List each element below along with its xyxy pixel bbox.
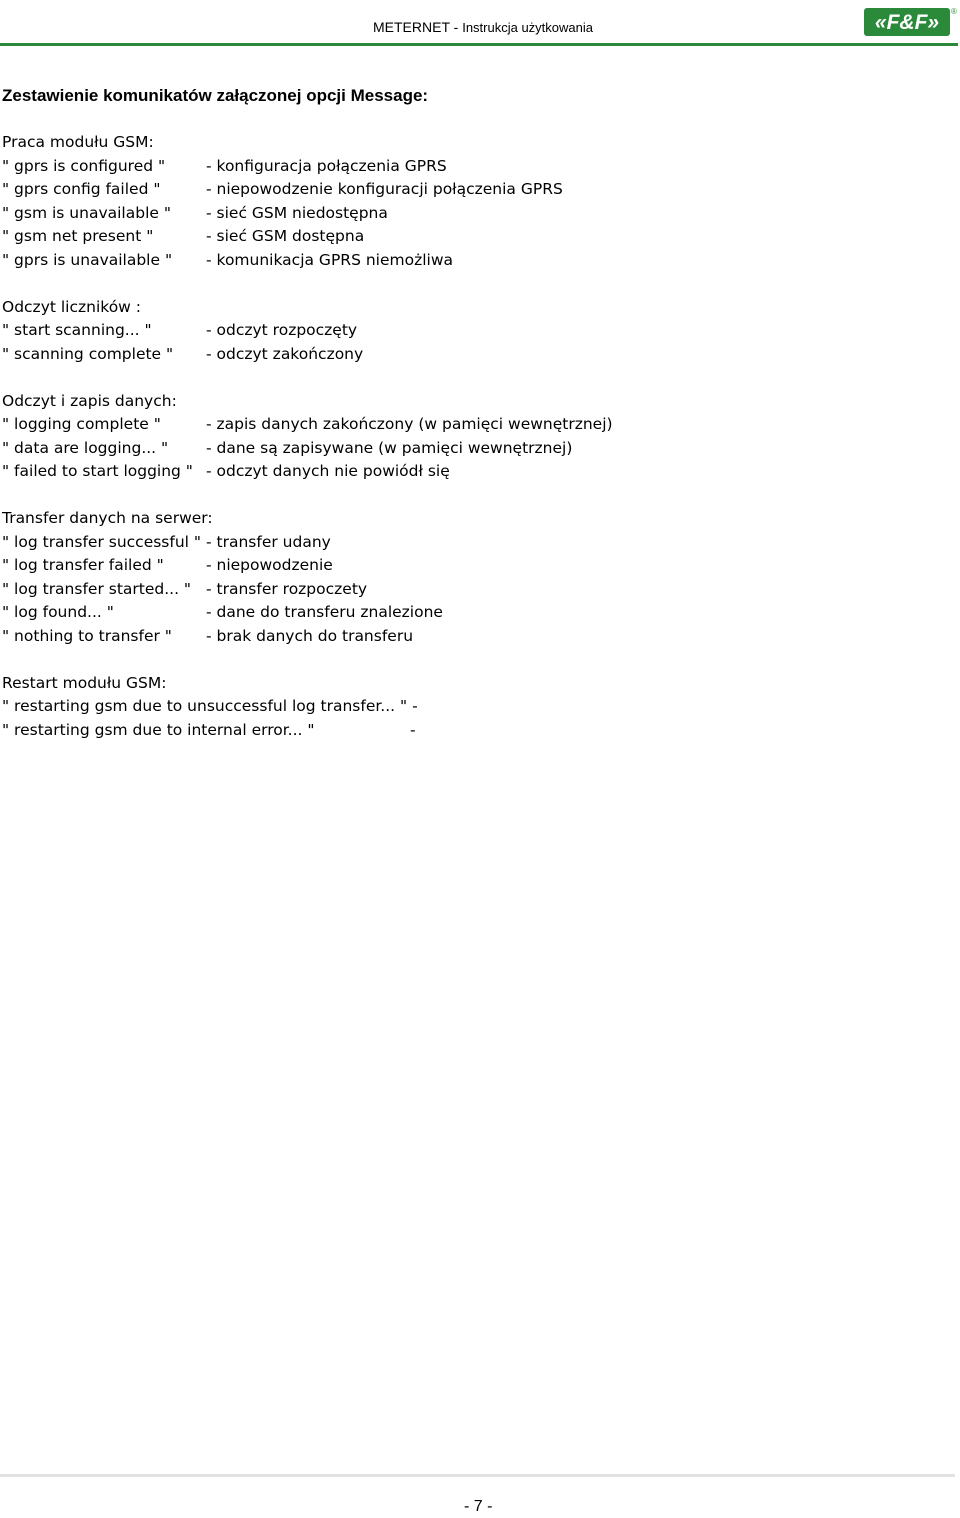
section-meter-reading bbox=[2, 296, 942, 367]
message-row bbox=[2, 531, 942, 555]
message-description: - sieć GSM niedostępna bbox=[206, 203, 388, 222]
message-description: - bbox=[410, 720, 416, 739]
message-key: " gprs is configured " bbox=[2, 156, 166, 175]
footer-rule bbox=[0, 1474, 955, 1477]
section-heading: Odczyt i zapis danych: bbox=[2, 391, 177, 410]
message-key: " logging complete " bbox=[2, 415, 161, 433]
messages-list bbox=[2, 131, 942, 766]
message-row bbox=[2, 601, 942, 625]
message-key: " scanning complete " bbox=[2, 344, 174, 363]
message-description: - brak danych do transferu bbox=[206, 626, 414, 645]
message-key: " data are logging... " bbox=[2, 438, 169, 457]
message-row bbox=[2, 343, 942, 367]
message-key: " log transfer failed " bbox=[2, 556, 164, 574]
message-row bbox=[2, 437, 942, 461]
message-description: - dane do transferu znalezione bbox=[206, 603, 443, 621]
section-heading: Odczyt liczników : bbox=[2, 297, 142, 316]
section-gsm-restart bbox=[2, 672, 942, 743]
message-description: - komunikacja GPRS niemożliwa bbox=[206, 250, 454, 269]
message-description: - niepowodzenie bbox=[206, 556, 333, 574]
header-separator: - bbox=[449, 19, 463, 35]
message-description: - odczyt danych nie powiódł się bbox=[206, 462, 450, 480]
message-key: " log found... " bbox=[2, 603, 114, 621]
brand-logo bbox=[863, 5, 957, 37]
message-row bbox=[2, 413, 942, 437]
section-data-logging bbox=[2, 390, 942, 484]
message-key: " failed to start logging " bbox=[2, 462, 193, 480]
message-row bbox=[2, 719, 942, 743]
message-key: " nothing to transfer " bbox=[2, 626, 172, 645]
message-description: - odczyt zakończony bbox=[206, 344, 364, 363]
message-description: - niepowodzenie konfiguracji połączenia GPRS bbox=[206, 180, 563, 198]
message-row bbox=[2, 625, 942, 649]
page-title: Zestawienie komunikatów załączonej opcji Message: bbox=[2, 86, 429, 105]
message-description: - transfer udany bbox=[206, 532, 331, 551]
message-description: - sieć GSM dostępna bbox=[206, 227, 365, 245]
message-row bbox=[2, 460, 942, 484]
section-heading: Restart modułu GSM: bbox=[2, 673, 167, 692]
message-key: " restarting gsm due to unsuccessful log transfer... " - bbox=[2, 697, 418, 715]
message-key: " start scanning... " bbox=[2, 321, 152, 339]
message-row bbox=[2, 178, 942, 202]
message-key: " gprs is unavailable " bbox=[2, 250, 173, 269]
message-description: - transfer rozpoczety bbox=[206, 579, 368, 598]
message-description: - dane są zapisywane (w pamięci wewnętrznej) bbox=[206, 438, 573, 457]
message-description: - odczyt rozpoczęty bbox=[206, 321, 358, 339]
section-gsm-module bbox=[2, 131, 942, 272]
message-key: " log transfer started... " bbox=[2, 579, 192, 598]
message-row bbox=[2, 155, 942, 179]
message-row bbox=[2, 225, 942, 249]
header-subtitle: Instrukcja użytkowania bbox=[462, 20, 593, 35]
header-rule bbox=[0, 43, 958, 46]
header-title bbox=[373, 19, 593, 35]
message-row bbox=[2, 554, 942, 578]
message-description: - konfiguracja połączenia GPRS bbox=[206, 156, 447, 175]
header-product: METERNET bbox=[373, 19, 450, 35]
message-row bbox=[2, 249, 942, 273]
message-row bbox=[2, 319, 942, 343]
message-key: " restarting gsm due to internal error... " bbox=[2, 720, 315, 739]
message-row bbox=[2, 695, 942, 719]
message-row bbox=[2, 202, 942, 226]
page-number: - 7 - bbox=[464, 1498, 493, 1515]
message-description: - zapis danych zakończony (w pamięci wewnętrznej) bbox=[206, 415, 613, 433]
section-heading: Praca modułu GSM: bbox=[2, 133, 154, 151]
message-key: " gsm net present " bbox=[2, 227, 154, 245]
message-row bbox=[2, 578, 942, 602]
section-server-transfer bbox=[2, 507, 942, 648]
message-key: " gsm is unavailable " bbox=[2, 203, 171, 222]
brand-logo-text: «F&F» bbox=[874, 11, 940, 34]
brand-logo-registered: ® bbox=[951, 7, 957, 16]
message-key: " gprs config failed " bbox=[2, 180, 161, 198]
message-key: " log transfer successful " bbox=[2, 532, 202, 551]
section-heading: Transfer danych na serwer: bbox=[2, 509, 213, 527]
